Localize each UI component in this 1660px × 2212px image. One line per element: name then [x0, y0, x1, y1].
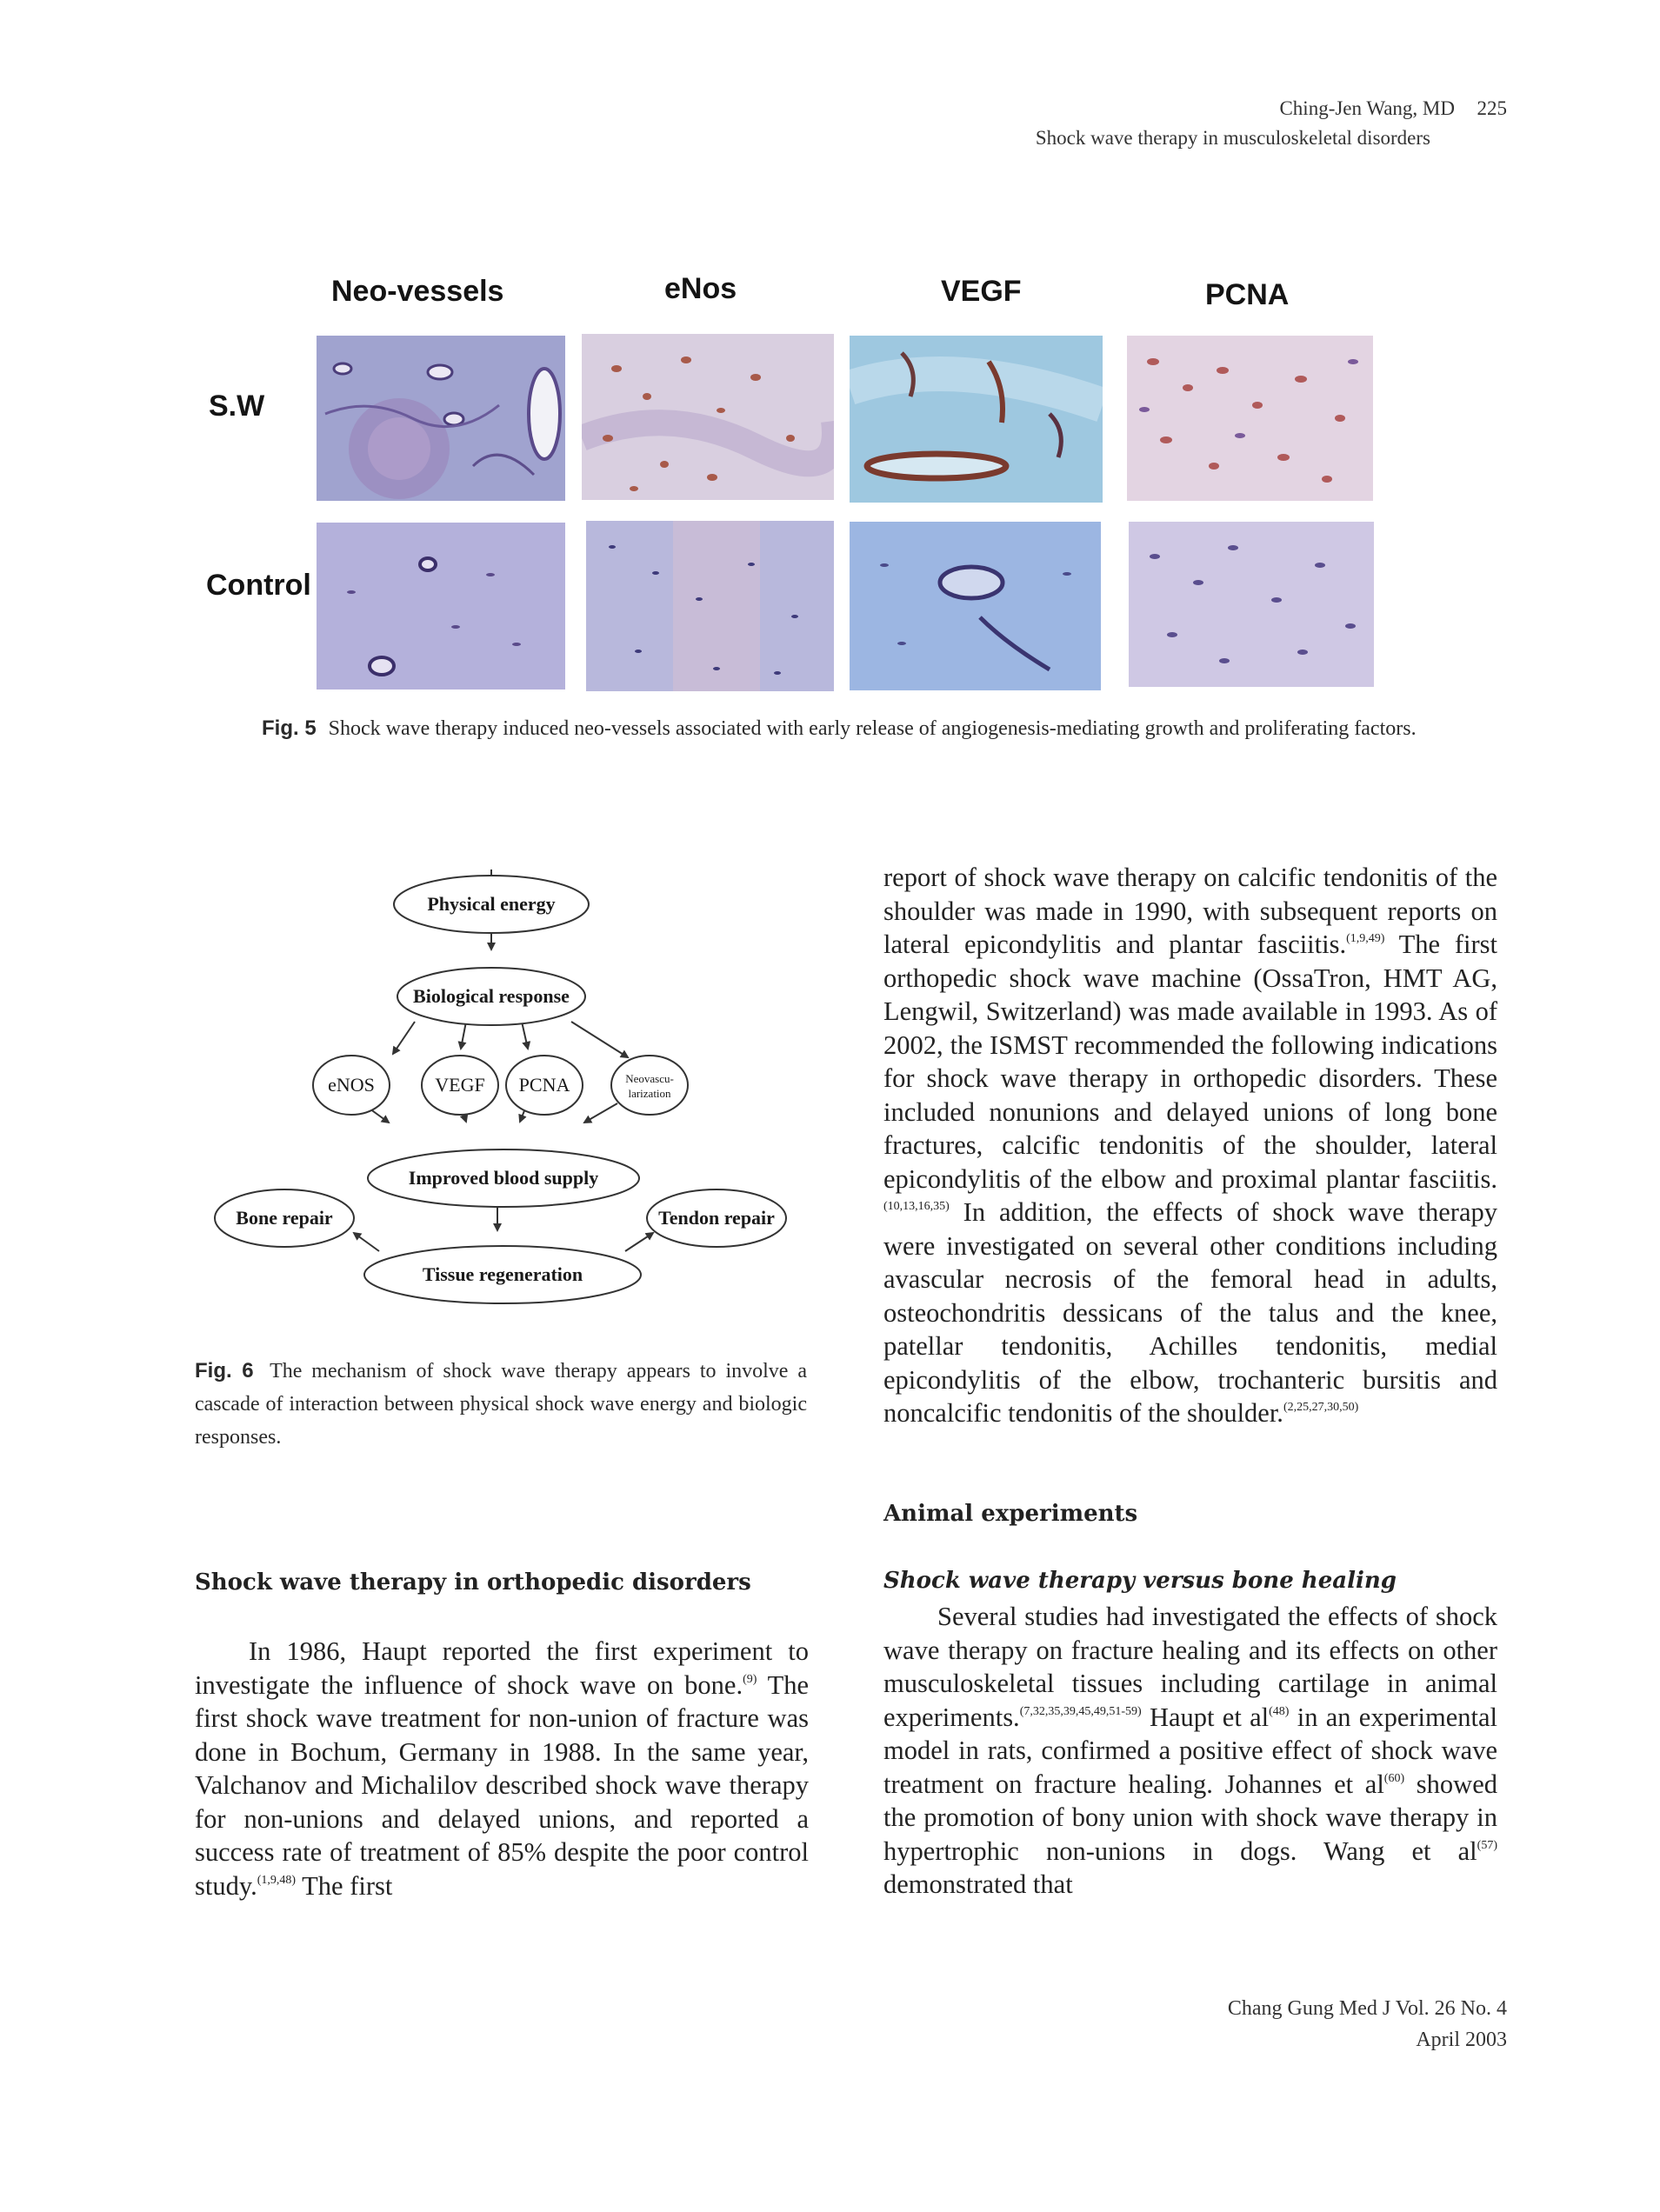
section-heading-animal-experiments: Animal experiments	[883, 1501, 1138, 1527]
arrow-neovascularization-to-blood	[584, 1103, 617, 1123]
figure-6-caption-text: The mechanism of shock wave therapy appears to involve a cascade of interaction between physical shock wave energy and biologic responses.	[195, 1360, 808, 1449]
label-physical-energy: Physical energy	[427, 893, 556, 915]
figure-5-caption	[262, 712, 1444, 745]
header-author: Ching-Jen Wang, MD	[1279, 97, 1455, 119]
label-bone-repair: Bone repair	[236, 1207, 333, 1229]
right-paragraph-1	[883, 861, 1497, 1430]
citation: (7,32,35,39,45,49,51-59)	[1019, 1704, 1142, 1718]
column-title-pcna: PCNA	[1205, 278, 1290, 311]
subheading-bone-healing: Shock wave therapy versus bone healing	[883, 1568, 1397, 1594]
column-title-enos: eNos	[664, 272, 737, 305]
right-column-body-top	[883, 861, 1497, 1430]
running-header	[1036, 94, 1507, 153]
left-p1-text-a: In 1986, Haupt reported the first experiment to investigate the influence of shock wave on bone.	[195, 1636, 809, 1700]
arrow-response-to-enos	[393, 1022, 415, 1054]
right-paragraph-2	[883, 1600, 1497, 1902]
footer-date: April 2003	[1416, 2029, 1507, 2051]
figure-6-diagram	[209, 869, 800, 1322]
row-label-control: Control	[206, 569, 311, 602]
label-vegf: VEGF	[435, 1074, 485, 1096]
citation: (9)	[743, 1672, 757, 1686]
figure-5-caption-text: Shock wave therapy induced neo-vessels associated with early release of angiogenesis-mediating growth and proliferating factors.	[328, 717, 1417, 740]
figure-6-label: Fig. 6	[195, 1359, 254, 1382]
arrow-response-to-neovascularization	[571, 1022, 628, 1057]
arrow-tissue-to-bone	[354, 1233, 379, 1251]
arrow-response-to-vegf	[461, 1022, 466, 1049]
running-title: Shock wave therapy in musculoskeletal disorders	[1035, 127, 1430, 149]
node-neovascularization	[611, 1056, 688, 1115]
citation: (2,25,27,30,50)	[1283, 1401, 1359, 1414]
right-p2-text-b: Haupt et al	[1141, 1702, 1270, 1732]
right-p1-text-a: report of shock wave therapy on calcific tendonitis of the shoulder was made in 1990, with subsequent reports on lateral epicondylitis and plantar fasciitis.	[883, 863, 1497, 959]
label-tendon-repair: Tendon repair	[658, 1207, 775, 1229]
label-neovascularization-1: Neovascu-	[625, 1072, 674, 1085]
left-paragraph-1	[195, 1635, 809, 1902]
micrograph-control-enos	[586, 521, 834, 691]
page-footer	[1228, 1993, 1507, 2055]
citation: (48)	[1269, 1704, 1290, 1718]
right-p2-text-e: demonstrated that	[883, 1869, 1073, 1899]
right-p1-text-b: The first orthopedic shock wave machine (OssaTron, HMT AG, Lengwil, Switzerland) was made available in 1993. As of 2002, the ISMST recommended the following indications for shock wave therapy in orthopedic disorders. These included nonunions and delayed unions of long bone fractures, calcific tendonitis of the shoulder, lateral epicondylitis of the elbow and proximal plantar fasciitis.	[883, 929, 1498, 1194]
right-p2-text-c: in an experimental model in rats, confirmed a positive effect of shock wave treatment on fracture healing. Johannes et al	[883, 1702, 1498, 1799]
figure-5-label: Fig. 5	[262, 716, 317, 740]
citation: (57)	[1477, 1838, 1497, 1852]
column-title-neo-vessels: Neo-vessels	[331, 275, 504, 308]
figure-6-caption	[195, 1355, 807, 1454]
section-heading-orthopedic: Shock wave therapy in orthopedic disorders	[195, 1569, 751, 1596]
label-pcna: PCNA	[518, 1074, 570, 1096]
arrow-tissue-to-tendon	[625, 1233, 653, 1251]
page-number: 225	[1477, 97, 1507, 119]
citation: (1,9,48)	[257, 1873, 297, 1887]
label-tissue-regeneration: Tissue regeneration	[422, 1263, 583, 1285]
right-p2-text-a: Several studies had investigated the effects of shock wave therapy on fracture healing and its effects on other musculoskeletal tissues including cartilage in animal experiments.	[883, 1602, 1497, 1732]
row-label-sw: S.W	[209, 390, 265, 423]
micrograph-control-neo-vessels	[317, 523, 565, 690]
label-biological-response: Biological response	[413, 985, 570, 1007]
left-p1-text-b: The first shock wave treatment for non-union of fracture was done in Bochum, Germany in 1988. In the same year, Valchanov and Michalilov described shock wave therapy for non-unions and delayed unions, and reported a success rate of treatment of 85% despite the poor control study.	[195, 1669, 809, 1901]
column-title-vegf: VEGF	[941, 275, 1022, 308]
micrograph-sw-enos	[582, 334, 834, 500]
right-column-body-bottom	[883, 1600, 1497, 1902]
arrow-response-to-pcna	[522, 1022, 528, 1049]
micrograph-control-pcna	[1129, 522, 1374, 687]
micrograph-control-vegf	[850, 522, 1101, 690]
label-enos: eNOS	[328, 1074, 375, 1096]
right-p1-text-c: In addition, the effects of shock wave therapy were investigated on several other conditions including avascular necrosis of the femoral head in adults, osteochondritis dessicans of the talus and the knee, patellar tendonitis, Achilles tendonitis, medial epicondylitis of the elbow, trochanteric bursitis and noncalcific tendonitis of the shoulder.	[883, 1197, 1497, 1428]
citation: (1,9,49)	[1346, 932, 1385, 945]
micrograph-sw-vegf	[850, 336, 1103, 503]
citation: (60)	[1383, 1771, 1405, 1785]
left-column-body	[195, 1635, 809, 1902]
micrograph-sw-neo-vessels	[317, 336, 565, 501]
micrograph-sw-pcna	[1127, 336, 1373, 501]
label-improved-blood-supply: Improved blood supply	[408, 1167, 599, 1189]
label-neovascularization-2: larization	[628, 1087, 671, 1100]
left-p1-text-c: The first	[296, 1870, 393, 1901]
footer-journal: Chang Gung Med J Vol. 26 No. 4	[1227, 1997, 1507, 2020]
right-p2-text-d: showed the promotion of bony union with shock wave therapy in hypertrophic non-unions in dogs. Wang et al	[883, 1769, 1497, 1866]
citation: (10,13,16,35)	[883, 1200, 950, 1213]
